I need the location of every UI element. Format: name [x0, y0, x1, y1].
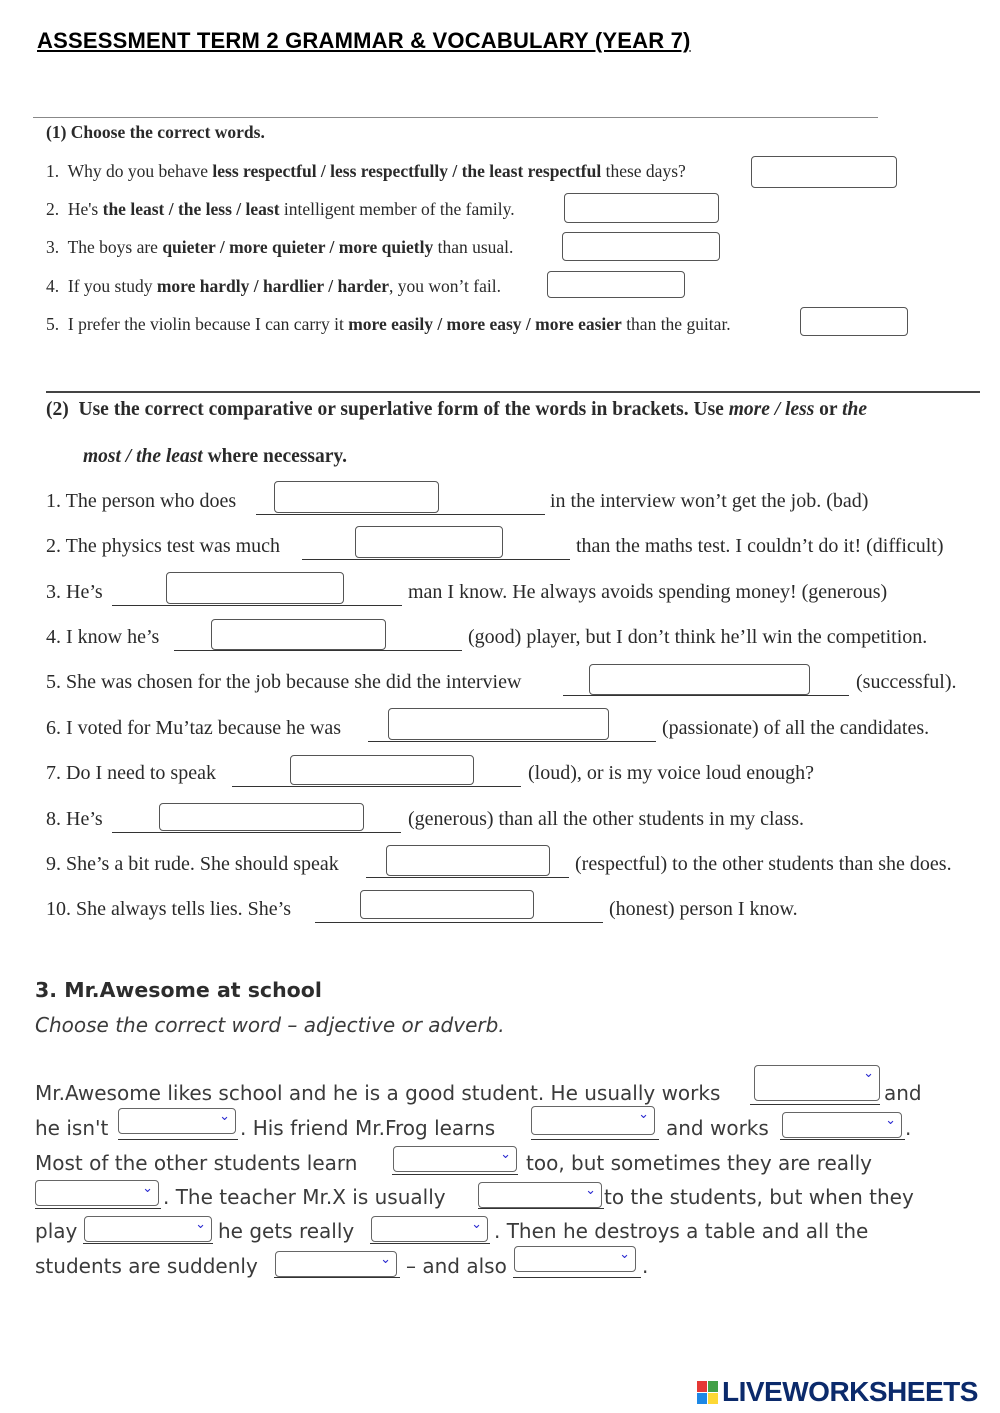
page-title: ASSESSMENT TERM 2 GRAMMAR & VOCABULARY (YEAR 7) — [37, 28, 691, 53]
section1-heading: (1) Choose the correct words. — [46, 122, 265, 142]
s2-item-5-post: (successful). — [856, 671, 957, 693]
section3-heading: 3. Mr.Awesome at school — [35, 978, 322, 1002]
s2-item-1-pre: 1. The person who does — [46, 490, 237, 512]
section2-heading-line2: most / the least where necessary. — [83, 446, 347, 467]
chevron-down-icon: ⌄ — [863, 1066, 874, 1081]
s3-dropdown-1[interactable] — [754, 1065, 880, 1101]
s3-text-2a: he isn't — [35, 1116, 109, 1140]
s3-dropdown-6[interactable] — [35, 1180, 159, 1206]
s1-item-1: 1. Why do you behave less respectful / less respectfully / the least respectful these days? — [46, 161, 686, 181]
s2-item-2-underline — [302, 559, 570, 560]
s3-underline-1 — [750, 1104, 880, 1105]
s3-text-2c: and works — [666, 1116, 769, 1140]
s3-text-1b: and — [884, 1081, 922, 1105]
s3-text-6b: – and also — [406, 1254, 507, 1278]
s1-item-2: 2. He's the least / the less / least intelligent member of the family. — [46, 199, 515, 219]
s2-item-6-pre: 6. I voted for Mu’taz because he was — [46, 717, 342, 739]
s2-item-7-underline — [232, 786, 521, 787]
s2-answer-10[interactable] — [360, 890, 534, 919]
s2-answer-1[interactable] — [274, 481, 439, 513]
s3-text-3b: too, but sometimes they are really — [526, 1151, 873, 1175]
s2-item-5-underline — [563, 695, 849, 696]
s2-item-1-underline — [256, 514, 545, 515]
section2-heading-line1: (2) Use the correct comparative or superlative form of the words in brackets. Use more / less or the — [46, 399, 868, 420]
s2-item-10-post: (honest) person I know. — [609, 898, 798, 920]
s2-item-5-pre: 5. She was chosen for the job because she did the interview — [46, 671, 522, 693]
s3-text-2d: . — [905, 1116, 912, 1140]
s2-item-8-underline — [112, 832, 401, 833]
s2-item-3-pre: 3. He’s — [46, 581, 103, 603]
s3-text-2b: . His friend Mr.Frog learns — [240, 1116, 496, 1140]
s2-item-2-post: than the maths test. I couldn’t do it! (difficult) — [576, 535, 944, 557]
s3-underline-8 — [83, 1243, 213, 1244]
chevron-down-icon: ⌄ — [195, 1217, 206, 1232]
s3-underline-4 — [780, 1139, 905, 1140]
s3-underline-3 — [531, 1139, 659, 1140]
s2-answer-9[interactable] — [386, 845, 550, 876]
s2-item-1-post: in the interview won’t get the job. (bad) — [550, 490, 869, 512]
s3-dropdown-10[interactable] — [275, 1251, 397, 1277]
s2-answer-2[interactable] — [355, 526, 503, 558]
s3-dropdown-8[interactable] — [84, 1216, 212, 1242]
chevron-down-icon: ⌄ — [142, 1181, 153, 1196]
s2-item-9-pre: 9. She’s a bit rude. She should speak — [46, 853, 339, 875]
s2-item-7-post: (loud), or is my voice loud enough? — [528, 762, 815, 784]
s3-underline-7 — [478, 1208, 604, 1209]
s1-answer-4[interactable] — [547, 271, 685, 298]
s2-answer-7[interactable] — [290, 755, 474, 785]
s2-answer-4[interactable] — [211, 619, 386, 650]
s2-item-3-post: man I know. He always avoids spending money! (generous) — [408, 581, 888, 603]
chevron-down-icon: ⌄ — [500, 1147, 511, 1162]
s2-item-4-post: (good) player, but I don’t think he’ll win the competition. — [468, 626, 928, 648]
chevron-down-icon: ⌄ — [619, 1247, 630, 1262]
s3-text-5b: he gets really — [218, 1219, 355, 1243]
s1-item-5: 5. I prefer the violin because I can carry it more easily / more easy / more easier than the guitar. — [46, 314, 731, 334]
s2-item-10-pre: 10. She always tells lies. She’s — [46, 898, 291, 920]
s3-dropdown-3[interactable] — [531, 1106, 655, 1135]
s2-item-8-post: (generous) than all the other students in my class. — [408, 808, 805, 830]
s2-item-9-underline — [366, 877, 569, 878]
s3-dropdown-7[interactable] — [478, 1182, 602, 1208]
chevron-down-icon: ⌄ — [638, 1107, 649, 1122]
s3-text-6a: students are suddenly — [35, 1254, 258, 1278]
s2-answer-3[interactable] — [166, 572, 344, 604]
s2-answer-5[interactable] — [589, 664, 810, 695]
s2-item-8-pre: 8. He’s — [46, 808, 103, 830]
s3-text-1a: Mr.Awesome likes school and he is a good student. He usually works — [35, 1081, 721, 1105]
section3-instruction: Choose the correct word – adjective or adverb. — [35, 1013, 505, 1037]
s2-item-7-pre: 7. Do I need to speak — [46, 762, 216, 784]
s3-text-5c: . Then he destroys a table and all the — [494, 1219, 869, 1243]
s2-item-9-post: (respectful) to the other students than she does. — [575, 853, 952, 875]
s3-text-4b: . The teacher Mr.X is usually — [163, 1185, 446, 1209]
s2-item-2-pre: 2. The physics test was much — [46, 535, 281, 557]
chevron-down-icon: ⌄ — [585, 1183, 596, 1198]
s1-answer-3[interactable] — [562, 232, 720, 261]
s2-item-10-underline — [315, 922, 603, 923]
s3-underline-9 — [370, 1243, 490, 1244]
s1-answer-2[interactable] — [564, 193, 719, 223]
liveworksheets-brand[interactable]: LIVEWORKSHEETS — [722, 1376, 978, 1407]
s1-item-3: 3. The boys are quieter / more quieter / more quietly than usual. — [46, 237, 514, 257]
s2-item-4-underline — [174, 650, 462, 651]
s1-item-4: 4. If you study more hardly / hardlier / harder, you won’t fail. — [46, 276, 501, 296]
s2-item-3-underline — [112, 605, 402, 606]
s3-text-6c: . — [642, 1254, 649, 1278]
section2-divider — [46, 391, 980, 393]
s3-underline-5 — [392, 1174, 518, 1175]
chevron-down-icon: ⌄ — [219, 1109, 230, 1124]
s3-underline-10 — [274, 1277, 400, 1278]
chevron-down-icon: ⌄ — [471, 1217, 482, 1232]
s3-dropdown-5[interactable] — [393, 1146, 517, 1172]
s3-dropdown-4[interactable] — [782, 1112, 902, 1138]
s2-answer-6[interactable] — [388, 708, 609, 740]
chevron-down-icon: ⌄ — [885, 1113, 896, 1128]
s1-answer-1[interactable] — [751, 156, 897, 188]
s2-item-4-pre: 4. I know he’s — [46, 626, 160, 648]
s1-answer-5[interactable] — [800, 307, 908, 336]
s3-dropdown-11[interactable] — [514, 1246, 636, 1272]
s2-item-6-underline — [368, 741, 656, 742]
s2-answer-8[interactable] — [159, 803, 364, 831]
section1-divider — [33, 117, 878, 118]
chevron-down-icon: ⌄ — [380, 1252, 391, 1267]
s3-text-5a: play — [35, 1219, 78, 1243]
s3-dropdown-2[interactable] — [118, 1108, 236, 1134]
liveworksheets-logo-icon — [697, 1381, 719, 1405]
s2-item-6-post: (passionate) of all the candidates. — [662, 717, 930, 739]
s3-dropdown-9[interactable] — [371, 1216, 488, 1242]
s3-underline-6 — [35, 1208, 161, 1209]
s3-underline-11 — [513, 1277, 641, 1278]
s3-underline-2 — [118, 1139, 238, 1140]
s3-text-4c: to the students, but when they — [604, 1185, 914, 1209]
s3-text-3a: Most of the other students learn — [35, 1151, 358, 1175]
